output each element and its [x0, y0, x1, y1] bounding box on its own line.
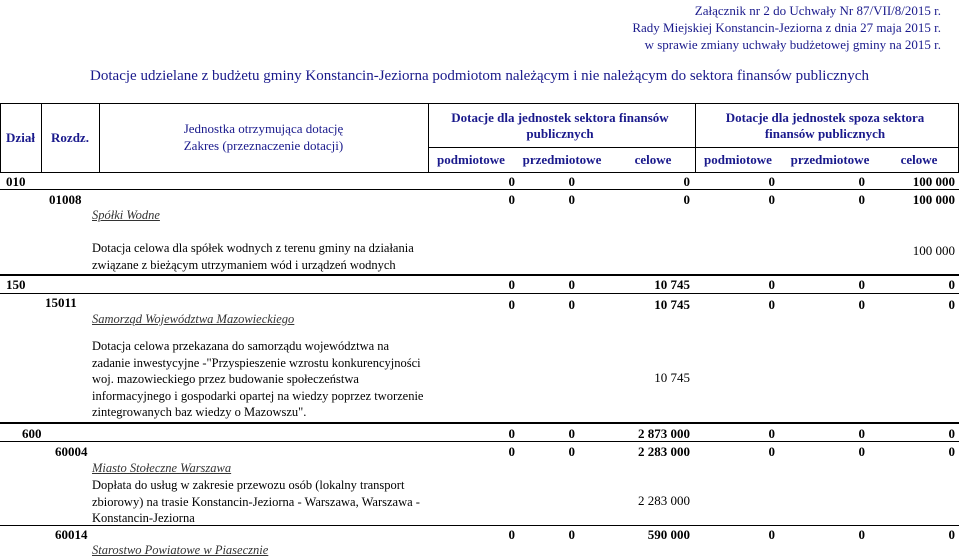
- value-cell: 0: [948, 444, 955, 459]
- description-samorzad: Dotacja celowa przekazana do samorządu województwa na zadanie inwestycyjne -"Przyspieszenie wzrostu konkurencyjności woj. mazowieckiego przez budowanie społeczeństwa informacyjnego i gospodarki opartej na wiedzy poprzez tworzenie zintegrowanych baz wiedzy o Mazowszu".: [92, 339, 424, 419]
- value-spolki: 100 000: [912, 243, 955, 258]
- header-bottom-border: [0, 172, 959, 173]
- value-cell: 0: [768, 174, 775, 189]
- description-miasto: Dopłata do usług w zakresie przewozu osób (lokalny transport zbiorowy) na trasie Konstancin-Jeziorna - Warszawa, Warszawa - Konstancin-Jeziorna: [92, 478, 420, 525]
- value-cell: 0: [508, 527, 515, 542]
- header-line-1: Załącznik nr 2 do Uchwały Nr 87/VII/8/2015 r.: [694, 3, 941, 18]
- recipient-spolki: Spółki Wodne: [92, 208, 160, 222]
- value-cell: 0: [568, 527, 575, 542]
- value-samorzad: 10 745: [654, 370, 690, 385]
- rozdz-code: 15011: [45, 295, 77, 310]
- header-line-2: Rady Miejskiej Konstancin-Jeziorna z dnia 27 maja 2015 r.: [632, 20, 941, 35]
- value-cell: 0: [768, 277, 775, 292]
- value-cell: 0: [948, 527, 955, 542]
- sub-celowe-2: celowe: [900, 152, 938, 167]
- value-cell: 2 873 000: [638, 426, 690, 441]
- col-dzial: Dział: [6, 130, 35, 145]
- value-cell: 0: [858, 426, 865, 441]
- value-cell: 0: [948, 426, 955, 441]
- sub-przedmiotowe-1: przedmiotowe: [522, 152, 602, 167]
- value-cell: 10 745: [654, 297, 690, 312]
- recipient-samorzad: Samorząd Województwa Mazowieckiego: [92, 312, 295, 326]
- sub-podmiotowe-1: podmiotowe: [437, 152, 505, 167]
- value-cell: 0: [683, 192, 690, 207]
- value-cell: 0: [508, 277, 515, 292]
- col-rozdz: Rozdz.: [51, 130, 89, 145]
- value-cell: 0: [768, 527, 775, 542]
- value-cell: 10 745: [654, 277, 690, 292]
- col-group-spoza: Dotacje dla jednostek spoza sektora finansów publicznych: [725, 110, 925, 141]
- value-cell: 0: [858, 527, 865, 542]
- sub-celowe-1: celowe: [634, 152, 672, 167]
- rozdz-code: 01008: [49, 192, 82, 207]
- value-cell: 0: [858, 444, 865, 459]
- value-cell: 0: [768, 297, 775, 312]
- description-spolki: Dotacja celowa dla spółek wodnych z terenu gminy na działania związane z bieżącym utrzymaniem wód i urządzeń wodnych: [92, 241, 414, 272]
- value-cell: 0: [768, 426, 775, 441]
- recipient-miasto: Miasto Stołeczne Warszawa: [92, 461, 232, 475]
- value-cell: 0: [858, 277, 865, 292]
- page-title: Dotacje udzielane z budżetu gminy Konstancin-Jeziorna podmiotom należącym i nie należącym do sektora finansów publicznych: [90, 68, 869, 84]
- header-vline: [428, 103, 429, 173]
- section-border: [0, 422, 959, 424]
- col-zakres: Zakres (przeznaczenie dotacji): [183, 138, 344, 153]
- row-border: [0, 525, 959, 526]
- value-cell: 0: [568, 297, 575, 312]
- value-cell: 0: [948, 277, 955, 292]
- value-cell: 0: [768, 444, 775, 459]
- row-border: [0, 293, 959, 294]
- recipient-starostwo: Starostwo Powiatowe w Piasecznie: [92, 543, 269, 557]
- value-cell: 0: [508, 192, 515, 207]
- value-cell: 0: [508, 444, 515, 459]
- section-border: [0, 274, 959, 276]
- row-border: [0, 189, 959, 190]
- value-cell: 100 000: [912, 174, 955, 189]
- value-cell: 0: [508, 174, 515, 189]
- value-miasto: 2 283 000: [638, 493, 690, 508]
- value-cell: 2 283 000: [638, 444, 690, 459]
- value-cell: 0: [568, 426, 575, 441]
- row-border: [0, 441, 959, 442]
- value-cell: 0: [508, 297, 515, 312]
- col-group-sektor: Dotacje dla jednostek sektora finansów publicznych: [451, 110, 669, 141]
- value-cell: 0: [508, 426, 515, 441]
- header-group-border: [428, 147, 959, 148]
- header-top-border: [0, 103, 959, 104]
- value-cell: 0: [858, 297, 865, 312]
- header-line-3: w sprawie zmiany uchwały budżetowej gminy na 2015 r.: [644, 37, 941, 52]
- dzial-code: 150: [6, 277, 26, 292]
- value-cell: 0: [948, 297, 955, 312]
- value-cell: 590 000: [647, 527, 690, 542]
- col-jednostka: Jednostka otrzymująca dotację: [183, 121, 344, 136]
- value-cell: 0: [858, 192, 865, 207]
- value-cell: 0: [568, 174, 575, 189]
- value-cell: 100 000: [912, 192, 955, 207]
- value-cell: 0: [568, 277, 575, 292]
- sub-podmiotowe-2: podmiotowe: [704, 152, 772, 167]
- dzial-code: 600: [22, 426, 42, 441]
- sub-przedmiotowe-2: przedmiotowe: [790, 152, 870, 167]
- rozdz-code: 60014: [55, 527, 88, 542]
- value-cell: 0: [568, 444, 575, 459]
- rozdz-code: 60004: [55, 444, 88, 459]
- value-cell: 0: [683, 174, 690, 189]
- value-cell: 0: [568, 192, 575, 207]
- value-cell: 0: [768, 192, 775, 207]
- dzial-code: 010: [6, 174, 26, 189]
- value-cell: 0: [858, 174, 865, 189]
